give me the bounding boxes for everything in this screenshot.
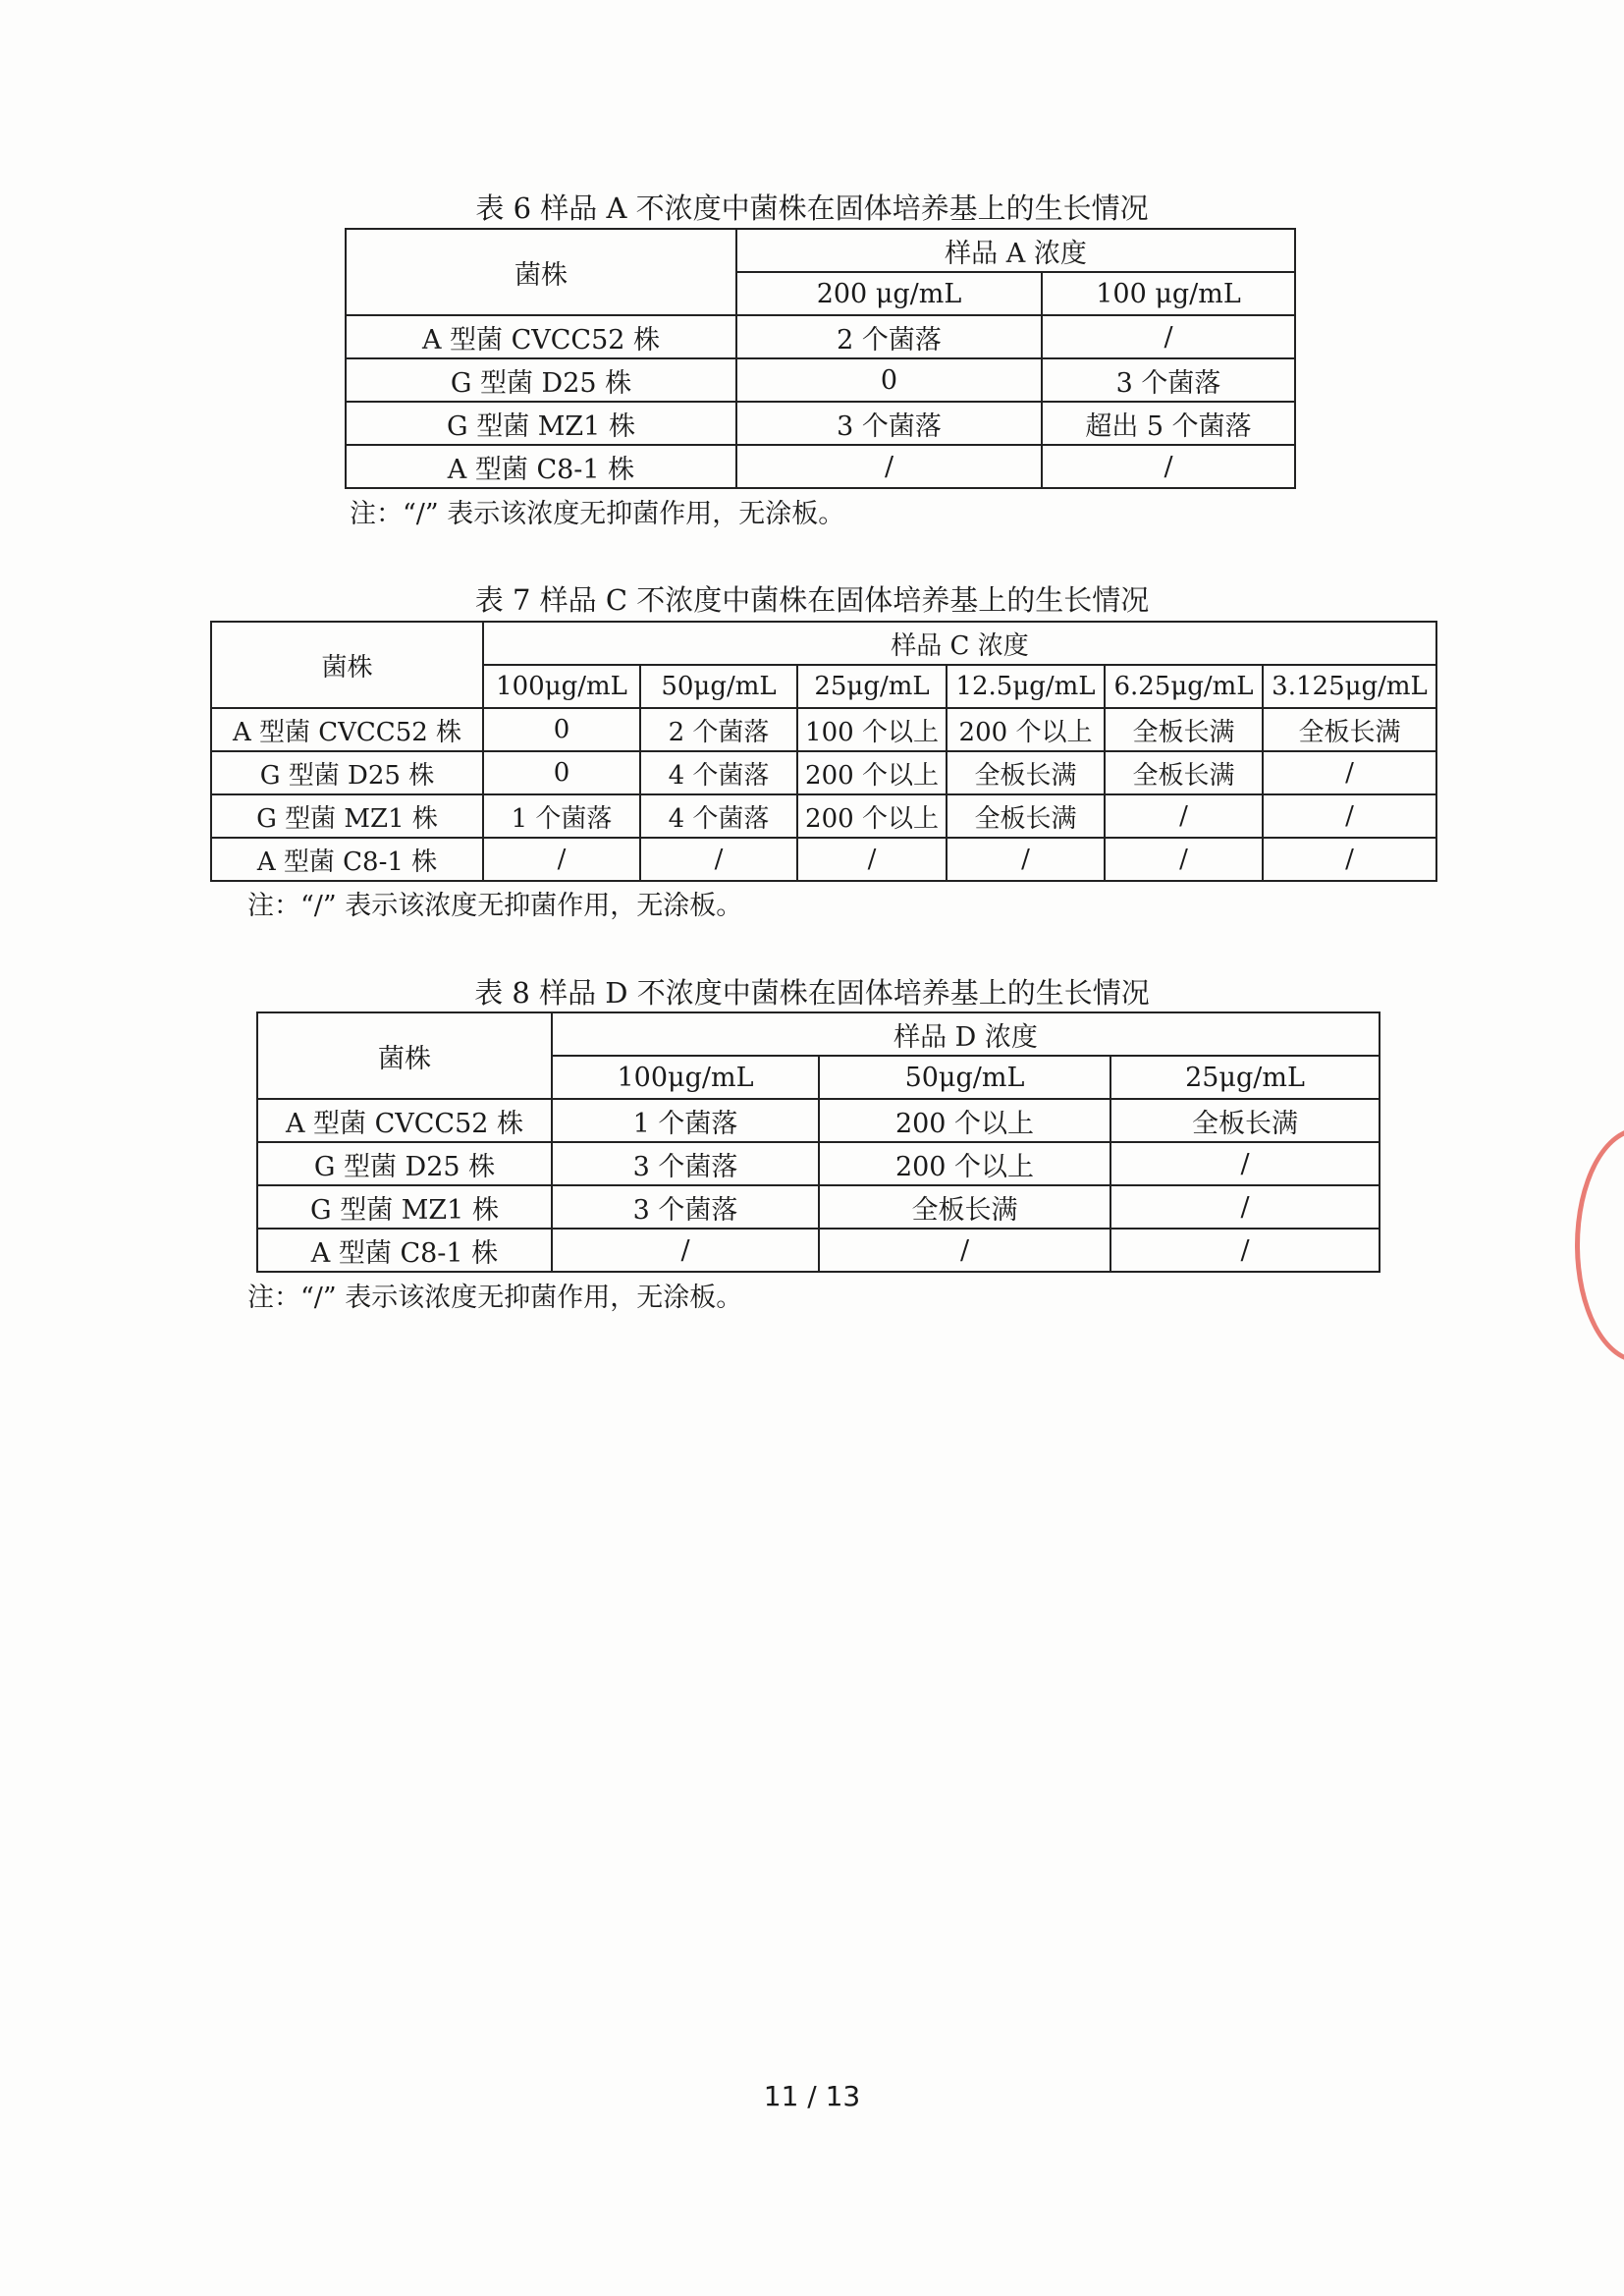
table7 bbox=[210, 621, 1437, 882]
table7-value-cell: 全板长满 bbox=[1263, 708, 1436, 751]
table8-row bbox=[257, 1229, 1380, 1272]
table8-value-cell: 200 个以上 bbox=[819, 1099, 1110, 1142]
table8-group-header: 样品 D 浓度 bbox=[552, 1012, 1380, 1056]
table7-value-cell: / bbox=[1105, 794, 1263, 838]
table8-value-cell: 3 个菌落 bbox=[552, 1185, 819, 1229]
table7-strain-cell: A 型菌 C8-1 株 bbox=[211, 838, 483, 881]
table8-value-cell: 1 个菌落 bbox=[552, 1099, 819, 1142]
table6-strain-header: 菌株 bbox=[346, 229, 736, 315]
table8-value-cell: 3 个菌落 bbox=[552, 1142, 819, 1185]
table7-group-header: 样品 C 浓度 bbox=[483, 622, 1436, 665]
table8-value-cell: / bbox=[819, 1229, 1110, 1272]
table8-value-cell: / bbox=[1110, 1229, 1380, 1272]
table6-caption: 表 6 样品 A 不浓度中菌株在固体培养基上的生长情况 bbox=[475, 191, 1149, 225]
table7-note: 注：“/” 表示该浓度无抑菌作用，无涂板。 bbox=[247, 891, 743, 921]
table8-value-cell: 全板长满 bbox=[819, 1185, 1110, 1229]
table7-strain-cell: A 型菌 CVCC52 株 bbox=[211, 708, 483, 751]
table8-row bbox=[257, 1185, 1380, 1229]
table6-value-cell: 3 个菌落 bbox=[1042, 358, 1295, 402]
table6-value-cell: 2 个菌落 bbox=[736, 315, 1042, 358]
seal-icon bbox=[1575, 1127, 1624, 1363]
table7-value-cell: 4 个菌落 bbox=[640, 794, 797, 838]
table7-strain-header: 菌株 bbox=[211, 622, 483, 708]
table8-value-cell: 200 个以上 bbox=[819, 1142, 1110, 1185]
table6-strain-cell: G 型菌 MZ1 株 bbox=[346, 402, 736, 445]
table6-value-cell: 3 个菌落 bbox=[736, 402, 1042, 445]
table8-strain-cell: A 型菌 C8-1 株 bbox=[257, 1229, 552, 1272]
table7-col-header: 25μg/mL bbox=[797, 665, 947, 708]
table6-strain-cell: A 型菌 C8-1 株 bbox=[346, 445, 736, 488]
table8-col-header: 100μg/mL bbox=[552, 1056, 819, 1099]
table6-note: 注：“/” 表示该浓度无抑菌作用，无涂板。 bbox=[350, 499, 845, 529]
table7-col-header: 50μg/mL bbox=[640, 665, 797, 708]
table7-value-cell: 0 bbox=[483, 751, 640, 794]
table7-col-header: 12.5μg/mL bbox=[947, 665, 1105, 708]
table6-row bbox=[346, 402, 1295, 445]
page-number: 11 / 13 bbox=[763, 2080, 861, 2112]
table8-value-cell: / bbox=[1110, 1142, 1380, 1185]
table8-caption: 表 8 样品 D 不浓度中菌株在固体培养基上的生长情况 bbox=[474, 976, 1150, 1010]
table7-value-cell: / bbox=[797, 838, 947, 881]
table6-group-header: 样品 A 浓度 bbox=[736, 229, 1295, 272]
table7-row bbox=[211, 751, 1436, 794]
table6 bbox=[345, 228, 1296, 489]
table7-value-cell: / bbox=[1263, 794, 1436, 838]
table8-strain-cell: G 型菌 D25 株 bbox=[257, 1142, 552, 1185]
table8-strain-header: 菌株 bbox=[257, 1012, 552, 1099]
table8-row bbox=[257, 1099, 1380, 1142]
table7-value-cell: / bbox=[1105, 838, 1263, 881]
table7-strain-cell: G 型菌 MZ1 株 bbox=[211, 794, 483, 838]
table7-value-cell: 全板长满 bbox=[947, 751, 1105, 794]
table6-row bbox=[346, 358, 1295, 402]
table7-value-cell: 200 个以上 bbox=[947, 708, 1105, 751]
table7-value-cell: 全板长满 bbox=[1105, 708, 1263, 751]
table6-col-header: 100 μg/mL bbox=[1042, 272, 1295, 315]
table7-value-cell: 200 个以上 bbox=[797, 751, 947, 794]
table8-col-header: 50μg/mL bbox=[819, 1056, 1110, 1099]
table8 bbox=[256, 1011, 1380, 1273]
table7-value-cell: / bbox=[947, 838, 1105, 881]
table7-col-header: 100μg/mL bbox=[483, 665, 640, 708]
table6-value-cell: / bbox=[1042, 445, 1295, 488]
table7-value-cell: / bbox=[483, 838, 640, 881]
table6-strain-cell: G 型菌 D25 株 bbox=[346, 358, 736, 402]
table7-strain-cell: G 型菌 D25 株 bbox=[211, 751, 483, 794]
table7-value-cell: 全板长满 bbox=[1105, 751, 1263, 794]
table8-value-cell: / bbox=[552, 1229, 819, 1272]
table8-strain-cell: A 型菌 CVCC52 株 bbox=[257, 1099, 552, 1142]
table7-value-cell: / bbox=[1263, 751, 1436, 794]
table7-value-cell: 1 个菌落 bbox=[483, 794, 640, 838]
table8-row bbox=[257, 1142, 1380, 1185]
table7-value-cell: 全板长满 bbox=[947, 794, 1105, 838]
table7-col-header: 6.25μg/mL bbox=[1105, 665, 1263, 708]
table7-value-cell: 4 个菌落 bbox=[640, 751, 797, 794]
table6-value-cell: / bbox=[736, 445, 1042, 488]
table7-value-cell: 2 个菌落 bbox=[640, 708, 797, 751]
table6-row bbox=[346, 315, 1295, 358]
table7-col-header: 3.125μg/mL bbox=[1263, 665, 1436, 708]
table7-row bbox=[211, 838, 1436, 881]
table7-row bbox=[211, 794, 1436, 838]
table6-row bbox=[346, 445, 1295, 488]
table7-value-cell: / bbox=[1263, 838, 1436, 881]
table7-value-cell: 100 个以上 bbox=[797, 708, 947, 751]
table7-value-cell: 200 个以上 bbox=[797, 794, 947, 838]
table6-value-cell: 超出 5 个菌落 bbox=[1042, 402, 1295, 445]
table7-value-cell: / bbox=[640, 838, 797, 881]
table6-value-cell: / bbox=[1042, 315, 1295, 358]
table8-value-cell: 全板长满 bbox=[1110, 1099, 1380, 1142]
table6-value-cell: 0 bbox=[736, 358, 1042, 402]
table8-value-cell: / bbox=[1110, 1185, 1380, 1229]
table8-note: 注：“/” 表示该浓度无抑菌作用，无涂板。 bbox=[247, 1283, 743, 1313]
table7-value-cell: 0 bbox=[483, 708, 640, 751]
table8-strain-cell: G 型菌 MZ1 株 bbox=[257, 1185, 552, 1229]
table8-col-header: 25μg/mL bbox=[1110, 1056, 1380, 1099]
table6-col-header: 200 μg/mL bbox=[736, 272, 1042, 315]
table7-row bbox=[211, 708, 1436, 751]
table7-caption: 表 7 样品 C 不浓度中菌株在固体培养基上的生长情况 bbox=[474, 583, 1150, 617]
table6-strain-cell: A 型菌 CVCC52 株 bbox=[346, 315, 736, 358]
